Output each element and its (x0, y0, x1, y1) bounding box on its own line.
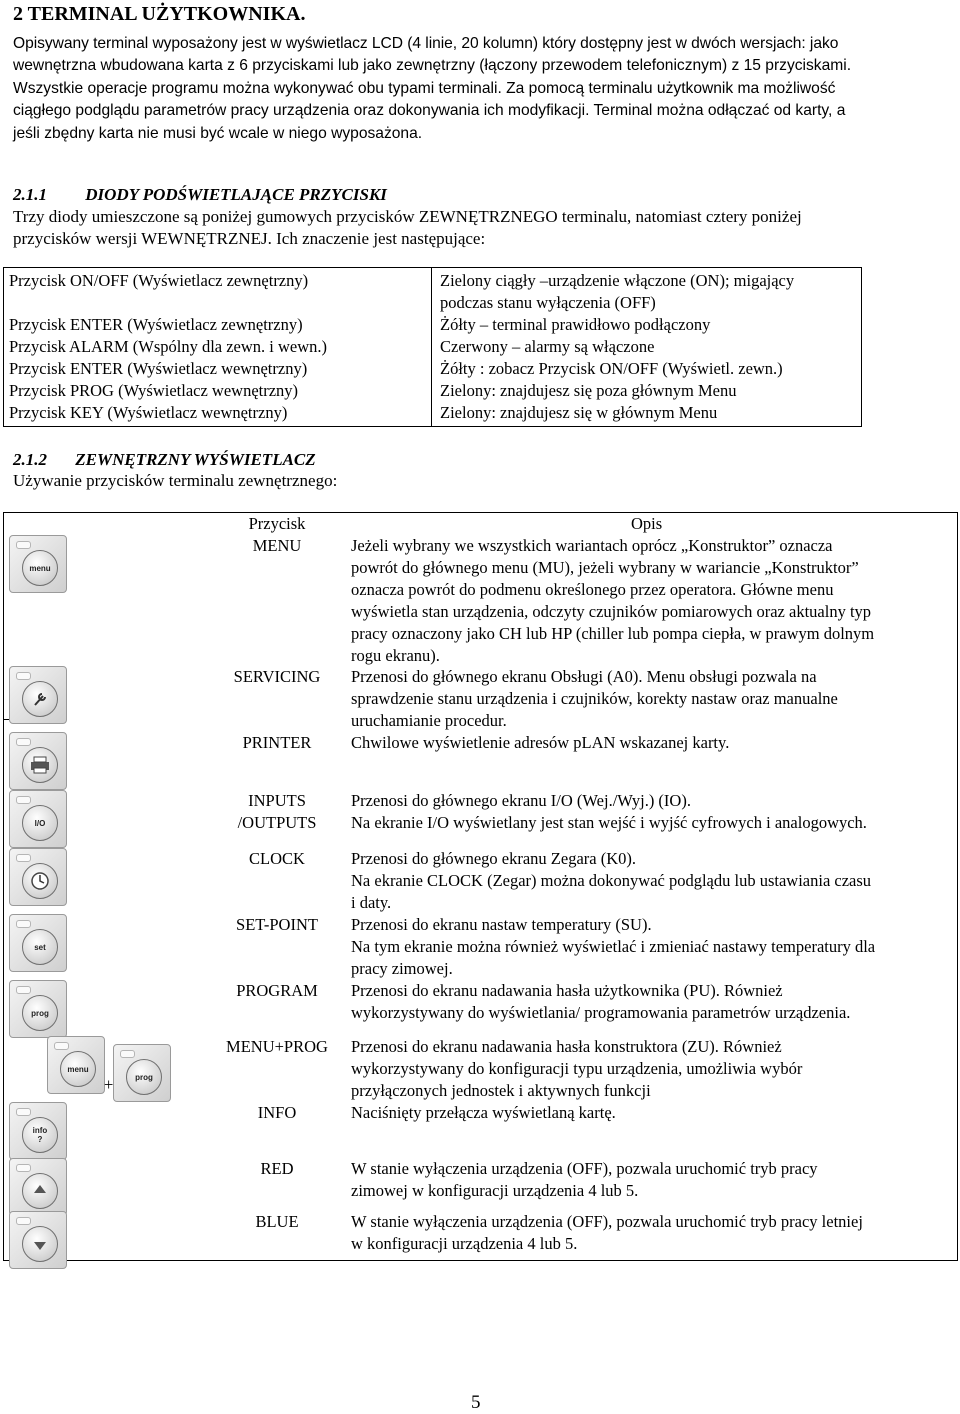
key-desc-line: W stanie wyłączenia urządzenia (OFF), pozwala uruchomić tryb pracy letniej (351, 1212, 863, 1231)
key-desc-line: wyświetla stan urządzenia, odczyty czujników pomiarowych oraz aktualny typ (351, 602, 872, 621)
led-button-cell: Przycisk ON/OFF (Wyświetlacz zewnętrzny) (9, 271, 309, 290)
section-1-text-line: Trzy diody umieszczone są poniżej gumowych przycisków ZEWNĘTRZNEGO terminalu, natomiast cztery poniżej (13, 207, 802, 226)
key-name-menu: MENU (252, 536, 302, 555)
key-name-clock: CLOCK (249, 849, 305, 868)
key-name-set-point: SET-POINT (236, 915, 318, 934)
key-desc-line: uruchamianie procedur. (351, 711, 507, 730)
key-desc-line: powrót do głównego menu (MU), jeżeli wybrany w wariancie „Konstruktor” (351, 558, 859, 577)
section-2-number: 2.1.2 (13, 450, 47, 469)
key-name-info: INFO (257, 1103, 297, 1122)
led-meaning-cell: Czerwony – alarmy są włączone (440, 337, 655, 356)
intro-line: Wszystkie operacje programu można wykonywać obu typami terminali. Za pomocą terminalu użytkownik ma możliwość (13, 79, 836, 97)
led-meaning-cell: Żółty – terminal prawidłowo podłączony (440, 315, 711, 334)
key-desc-line: oznacza powrót do podmenu określonego przez operatora. Główne menu (351, 580, 834, 599)
key-name-program: PROGRAM (236, 981, 318, 1000)
led-table (3, 267, 862, 427)
key-desc-line: wykorzystywany do wyświetlania/ programowania parametrów urządzenia. (351, 1003, 851, 1022)
key-desc-line: wykorzystywany do konfiguracji typu urządzenia, umożliwia wybór (351, 1059, 803, 1078)
keys-header-button: Przycisk (248, 514, 306, 533)
section-1-title (13, 185, 387, 205)
section-1-title-text: DIODY PODŚWIETLAJĄCE PRZYCISKI (85, 185, 387, 204)
key-desc-line: Przenosi do głównego ekranu Zegara (K0). (351, 849, 636, 868)
section-2-text: Używanie przycisków terminalu zewnętrznego: (13, 471, 338, 490)
section-1-number: 2.1.1 (13, 185, 47, 204)
page-number: 5 (471, 1392, 481, 1413)
led-button-cell: Przycisk ENTER (Wyświetlacz zewnętrzny) (9, 315, 303, 334)
key-desc-line: Przenosi do ekranu nadawania hasła konstruktora (ZU). Również (351, 1037, 782, 1056)
keys-header-description: Opis (631, 514, 663, 533)
page-heading: 2 TERMINAL UŻYTKOWNIKA. (13, 3, 306, 25)
keys-table: Przycisk Opis MENU Jeżeli wybrany we wszystkich wariantach oprócz „Konstruktor” oznacza powrót do głównego menu (MU), jeżeli wybrany w wariancie „Konstruktor” oznacza powrót do podmenu określonego przez operatora. Główne menu wyświetla stan urządzenia, odczyty czujników pomiarowych oraz aktualny typ pracy oznaczony jako CH lub HP (chiller lub pompa ciepła, w prawym dolnym rogu ekranu). SERVICING Przenosi do głównego ekranu Obsługi (A0). Menu obsługi pozwala na sprawdzenie stanu urządzenia i czujników, korekty nastaw oraz manualne uruchamianie procedur. PRINTER Chwilowe wyświetlenie adresów pLAN wskazanej karty. INPUTS /OUTPUTS Przenosi do głównego ekranu I/O (Wej./Wyj.) (IO). Na ekranie I/O wyświetlany jest stan wejść i wyjść cyfrowych i analogowych. CLOCK Przenosi do głównego ekranu Zegara (K0). Na ekranie CLOCK (Zegar) można dokonywać podglądu lub ustawiania czasu i daty. SET-POINT Przenosi do ekranu nastaw temperatury (SU). Na tym ekranie można również wyświetlać i zmieniać nastawy temperatury dla pracy zimowej. PROGRAM Przenosi do ekranu nadawania hasła użytkownika (PU). Również wykorzystywany do wyświetlania/ programowania parametrów urządzenia. MENU+PROG Przenosi do ekranu nadawania hasła konstruktora (ZU). Również wykorzystywany do konfiguracji typu urządzenia, umożliwia wybór przyłączonych jednostek i aktywnych funkcji INFO Naciśnięty przełącza wyświetlaną kartę. RED W stanie wyłączenia urządzenia (OFF), pozwala uruchomić tryb pracy zimowej w konfiguracji urządzenia 4 lub 5. BLUE W stanie wyłączenia urządzenia (OFF), pozwala uruchomić tryb pracy letniej w konfiguracji urządzenia 4 lub 5. menu I/O set prog menu prog + info ? (3, 512, 958, 1261)
led-button-cell: Przycisk ALARM (Wspólny dla zewn. i wewn.) (9, 337, 328, 356)
key-desc-line: Na ekranie I/O wyświetlany jest stan wejść i wyjść cyfrowych i analogowych. (351, 813, 867, 832)
key-name-inputs-outputs: INPUTS (248, 791, 306, 810)
key-name-printer: PRINTER (242, 733, 312, 752)
intro-line: Opisywany terminal wyposażony jest w wyświetlacz LCD (4 linie, 20 kolumn) który dostępny jest w dwóch wersjach: jako (13, 35, 839, 52)
key-desc-line: Na ekranie CLOCK (Zegar) można dokonywać podglądu lub ustawiania czasu (351, 871, 872, 890)
intro-line: jeśli zbędny karta nie musi być wcale w niego wyposażona. (13, 124, 423, 142)
key-desc-line: sprawdzenie stanu urządzenia i czujników, korekty nastaw oraz manualne (351, 689, 838, 708)
led-button-cell: Przycisk ENTER (Wyświetlacz wewnętrzny) (9, 359, 308, 378)
intro-line: wewnętrzna wbudowana karta z 6 przyciskami lub jako zewnętrzny (łączony przewodem telefonicznym) z 15 przyciskami. (13, 57, 852, 75)
key-desc-line: zimowej w konfiguracji urządzenia 4 lub 5. (351, 1181, 639, 1200)
key-name-blue: BLUE (255, 1212, 299, 1231)
key-desc-line: pracy zimowej. (351, 959, 453, 978)
key-desc-line: Chwilowe wyświetlenie adresów pLAN wskazanej karty. (351, 733, 730, 752)
led-meaning-cell: Zielony: znajdujesz się poza głównym Menu (440, 381, 737, 400)
led-button-cell: Przycisk PROG (Wyświetlacz wewnętrzny) (9, 381, 299, 400)
led-meaning-cell: Zielony ciągły –urządzenie włączone (ON); migający (440, 271, 795, 290)
key-desc-line: Przenosi do głównego ekranu Obsługi (A0). Menu obsługi pozwala na (351, 667, 817, 686)
key-name-servicing: SERVICING (233, 667, 321, 686)
intro-paragraph (13, 33, 949, 145)
key-name-menu-prog: MENU+PROG (226, 1037, 328, 1056)
key-desc-line: Na tym ekranie można również wyświetlać i zmieniać nastawy temperatury dla (351, 937, 876, 956)
section-2-title (13, 450, 316, 470)
key-desc-line: rogu ekranu). (351, 646, 440, 665)
key-desc-line: W stanie wyłączenia urządzenia (OFF), pozwala uruchomić tryb pracy (351, 1159, 818, 1178)
intro-line: ciągłego podglądu parametrów pracy urządzenia oraz dokonywania ich modyfikacji. Terminal można odłączać od karty, a (13, 102, 846, 120)
key-desc-line: Przenosi do ekranu nastaw temperatury (SU). (351, 915, 652, 934)
led-meaning-cell: podczas stanu wyłączenia (OFF) (440, 293, 656, 312)
key-desc-line: i daty. (351, 893, 392, 912)
key-desc-line: Naciśnięty przełącza wyświetlaną kartę. (351, 1103, 616, 1122)
key-desc-line: w konfiguracji urządzenia 4 lub 5. (351, 1234, 578, 1253)
key-desc-line: Przenosi do ekranu nadawania hasła użytkownika (PU). Również (351, 981, 783, 1000)
led-button-cell: Przycisk KEY (Wyświetlacz wewnętrzny) (9, 403, 288, 422)
key-desc-line: Przenosi do głównego ekranu I/O (Wej./Wyj.) (IO). (351, 791, 691, 810)
plus-sign: + (104, 1075, 114, 1094)
led-meaning-cell: Zielony: znajdujesz się w głównym Menu (440, 403, 718, 422)
key-desc-line: pracy oznaczony jako CH lub HP (chiller lub pompa ciepła, w prawym dolnym (351, 624, 875, 643)
section-1-text-line: przycisków wersji WEWNĘTRZNEJ. Ich znaczenie jest następujące: (13, 229, 486, 248)
section-2-title-text: ZEWNĘTRZNY WYŚWIETLACZ (75, 450, 316, 469)
key-name-inputs-outputs: /OUTPUTS (237, 813, 317, 832)
key-name-red: RED (260, 1159, 294, 1178)
key-desc-line: przyłączonych jednostek i aktywnych funkcji (351, 1081, 651, 1100)
key-desc-line: Jeżeli wybrany we wszystkich wariantach oprócz „Konstruktor” oznacza (351, 536, 833, 555)
led-meaning-cell: Żółty : zobacz Przycisk ON/OFF (Wyświetl. zewn.) (440, 359, 783, 378)
